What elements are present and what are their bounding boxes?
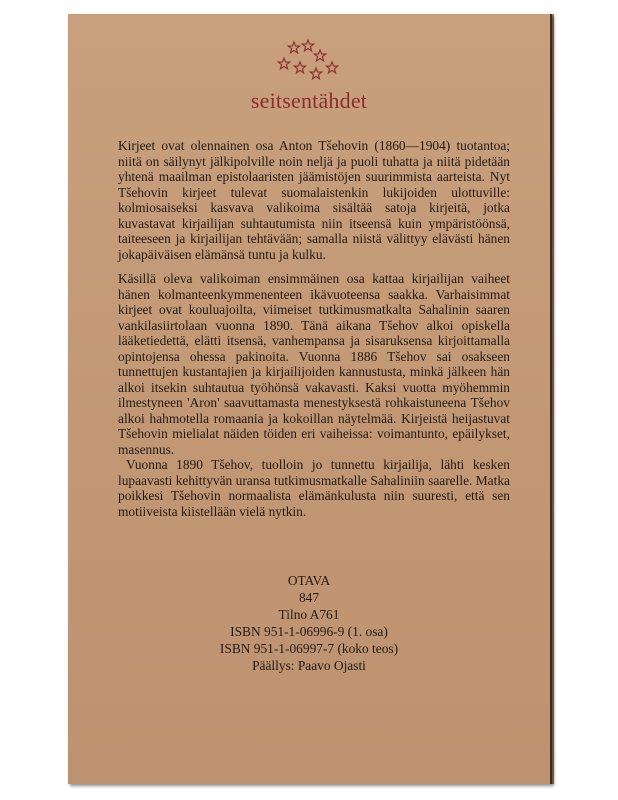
isbn-volume: ISBN 951-1-06996-9 (1. osa) (230, 624, 388, 639)
colophon (0, 572, 618, 674)
blurb-paragraph: Käsillä oleva valikoiman ensimmäinen osa kattaa kirjailijan vaiheet hänen kolmanteenkymmenenteen ikävuoteensa saakka. Varhaisimmat kirjeet ovat kouluajoilta, viimeiset tutkimusmatkalta Sahalinin saaren vankilasiirtolaan vuonna 1890. Tänä aikana Tšehov alkoi opiskella lääketiedettä, elätti itsensä, vanhempansa ja sisaruksensa kirjoittamalla opintojensa ohessa pakinoita. Vuonna 1886 Tšehov sai osakseen tunnettujen kustantajien ja kirjailijoiden kannustusta, minkä jälkeen hän alkoi itsekin suhtautua työhönsä vakavasti. Kaksi vuotta myöhemmin ilmestyneen 'Aron' saavuttamasta menestyksestä rohkaistuneena Tšehov alkoi hahmotella romaania ja kokoillan näytelmää. Kirjeistä heijastuvat Tšehovin mielialat näiden töiden eri vaiheissa: voimantunto, epäilykset, masennus. (118, 271, 510, 457)
series-logo (0, 38, 618, 114)
series-number: 847 (298, 590, 320, 605)
blurb-paragraph: Kirjeet ovat olennainen osa Anton Tšehovin (1860—1904) tuotantoa; niitä on säilynyt jälkipolville noin neljä ja puoli tuhatta ja niitä pidetään yhtenä maailman epistolaaristen jäämistöjen suurimmista aarteista. Nyt Tšehovin kirjeet tulevat suomalaistenkin lukijoiden ulottuville: kolmiosaiseksi kasvava valikoima sisältää satoja kirjeitä, jotka kuvastavat kirjailijan suhtautumista niin itseensä kuin ympäristöönsä, taiteeseen ja kirjailijan tehtävään; samalla niistä välittyy elävästi hänen jokapäiväisen elämänsä tuntu ja kulku. (118, 138, 510, 262)
cover-credit: Päällys: Paavo Ojasti (252, 658, 366, 673)
publisher-name: OTAVA (287, 573, 331, 588)
isbn-set: ISBN 951-1-06997-7 (koko teos) (219, 641, 399, 656)
order-code: Tilno A761 (278, 607, 340, 622)
blurb-paragraph: Vuonna 1890 Tšehov, tuolloin jo tunnettu kirjailija, lähti kesken lupaavasti kehittyvän uransa tutkimusmatkalle Sahaliniin saarelle. Matka poikkesi Tšehovin normaalista elämänkulusta niin suuresti, että sen motiiveista kiistellään vielä nytkin. (118, 457, 510, 519)
series-brand-name: seitsentähdet (250, 88, 368, 113)
blurb-text (118, 138, 510, 519)
seven-stars-icon (264, 38, 354, 86)
